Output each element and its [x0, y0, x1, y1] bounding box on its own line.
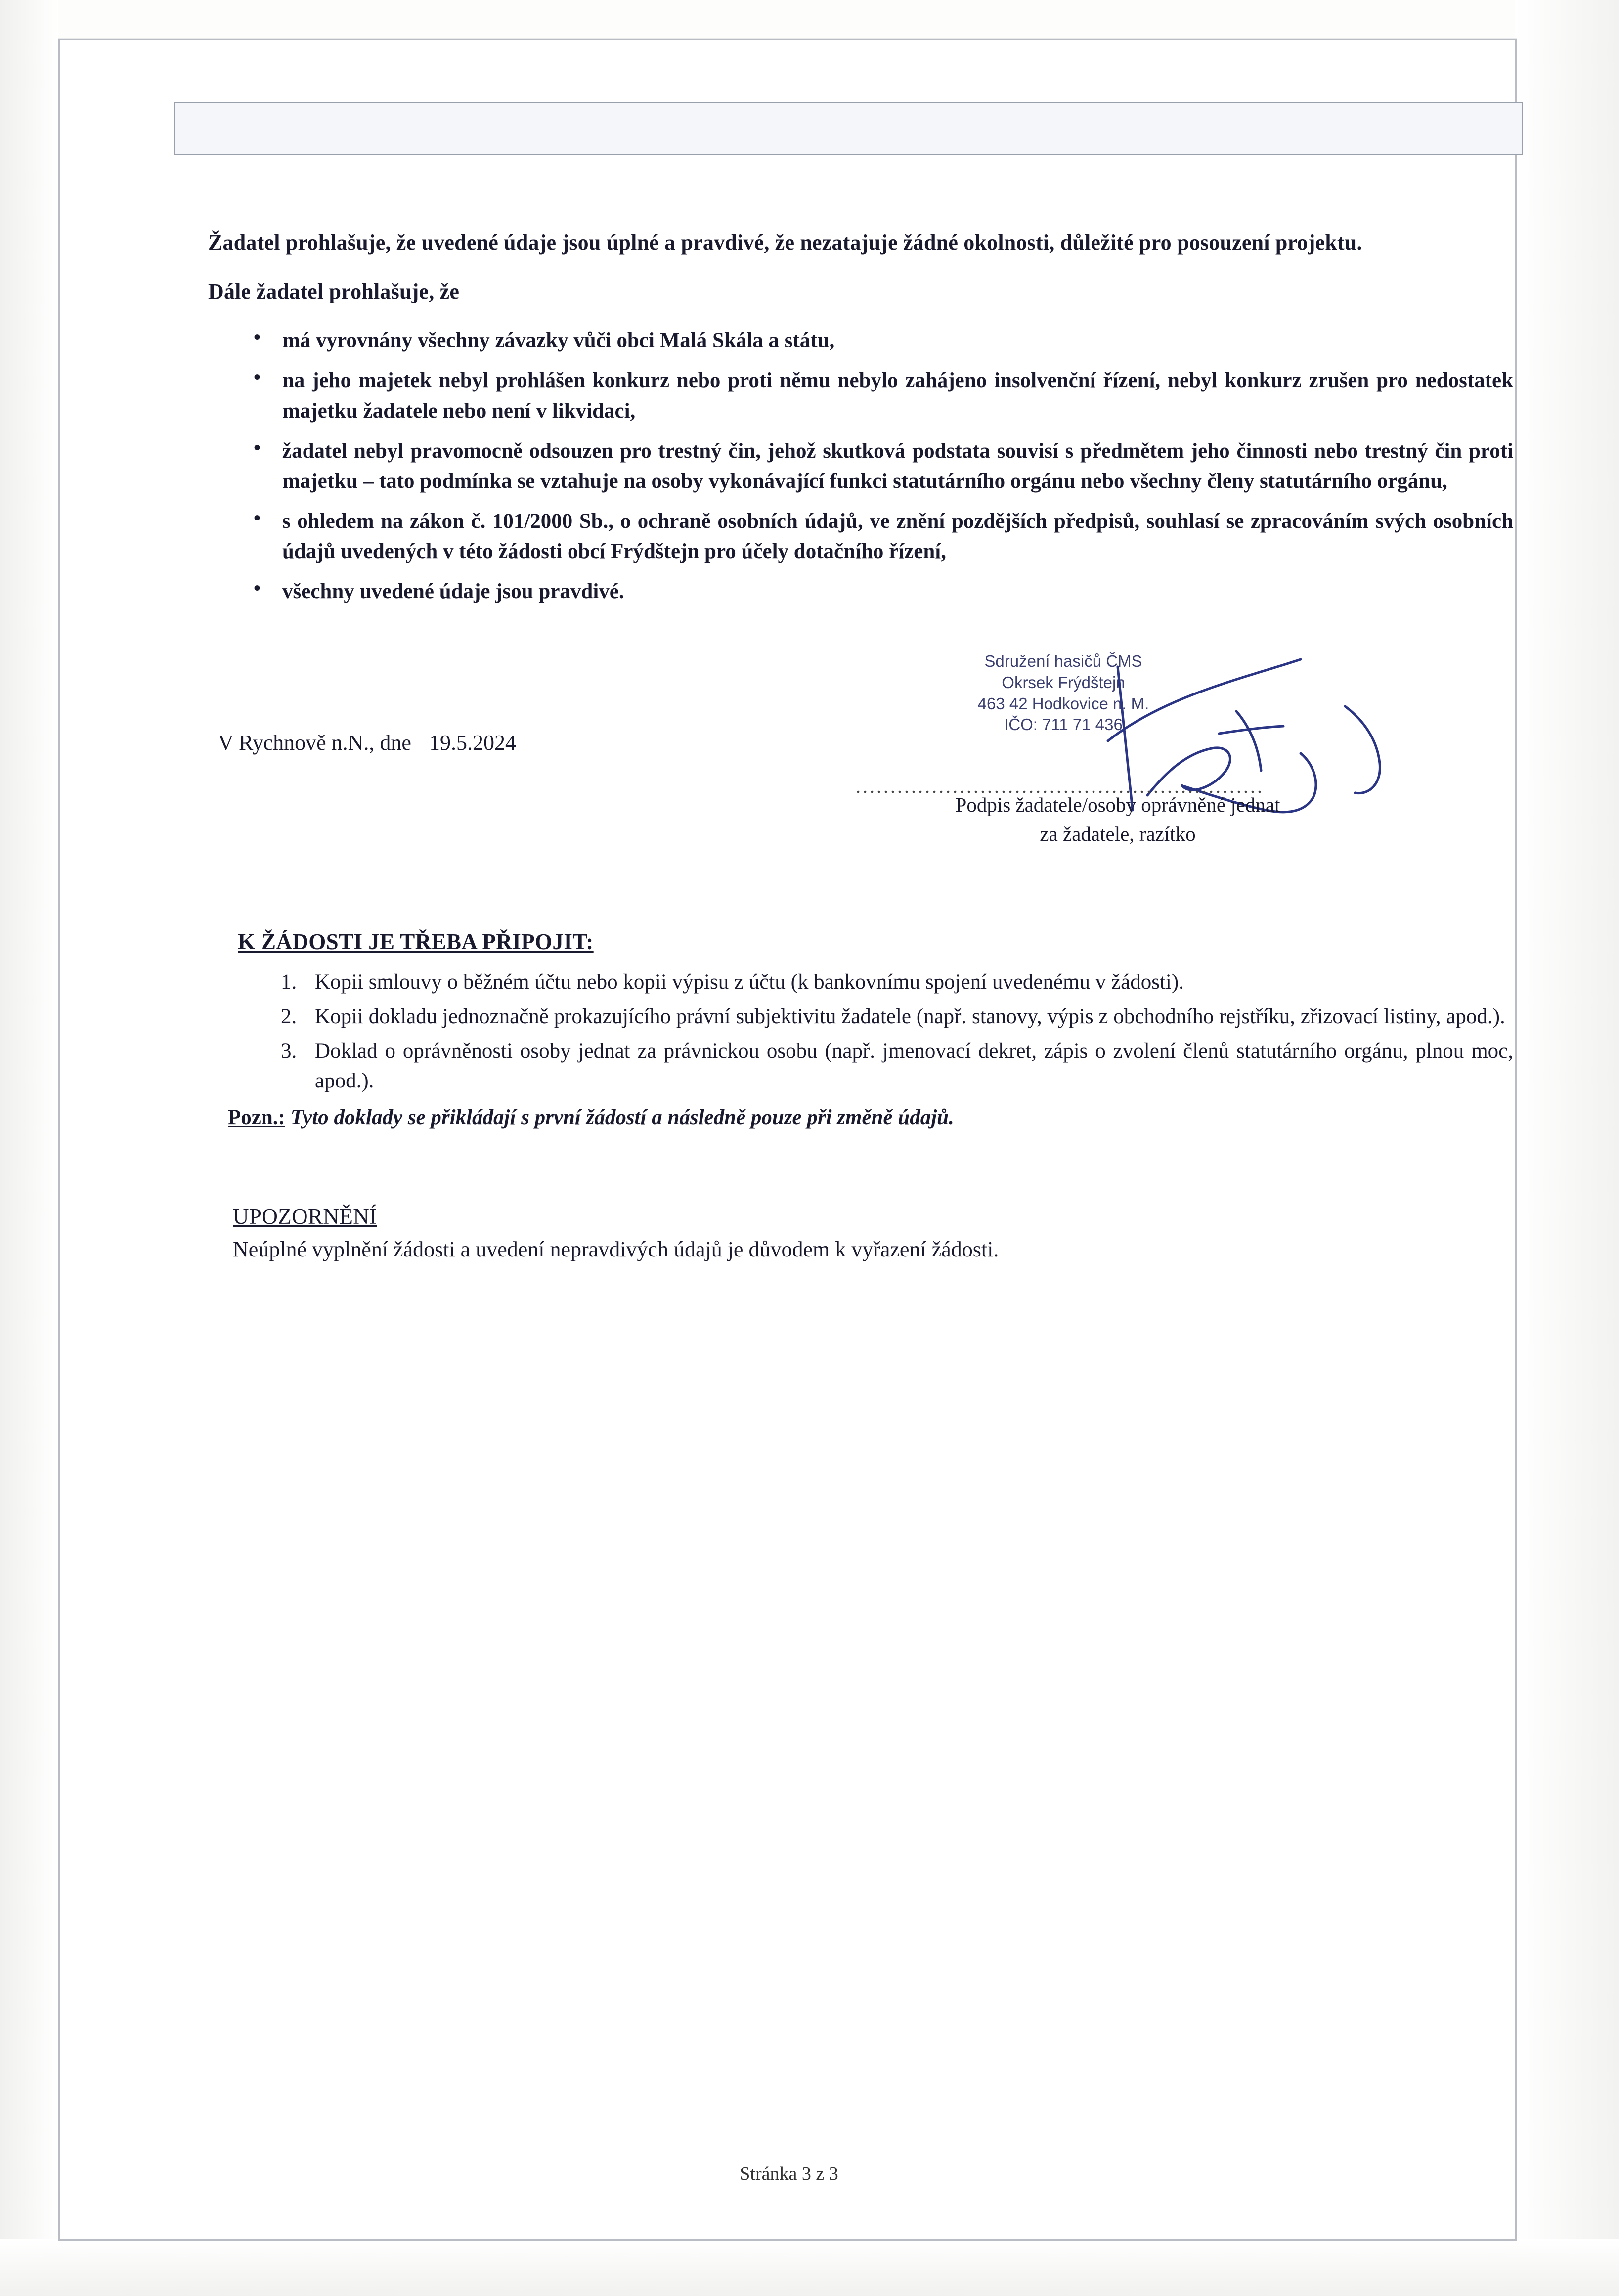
- list-item: 1. Kopii smlouvy o běžném účtu nebo kopii výpisu z účtu (k bankovnímu spojení uvedenému v žádosti).: [302, 967, 1513, 997]
- stamp-line-1: Sdružení hasičů ČMS: [984, 651, 1142, 670]
- signature-caption-line-2: za žadatele, razítko: [1040, 823, 1196, 846]
- list-item: 3. Doklad o oprávněnosti osoby jednat za právnickou osobu (např. jmenovací dekret, zápis o zvolení členů statutárního orgánu, plnou moc, apod.).: [302, 1037, 1513, 1096]
- notice-text: Neúplné vyplnění žádosti a uvedení nepravdivých údajů je důvodem k vyřazení žádosti.: [233, 1237, 999, 1261]
- scan-edge-bottom: [0, 2239, 1619, 2296]
- list-item: • s ohledem na zákon č. 101/2000 Sb., o ochraně osobních údajů, ve znění pozdějších předpisů, souhlasí se zpracováním svých osobních údajů uvedených v této žádosti obcí Frýdštejn pro účely dotačního řízení,: [208, 506, 1513, 566]
- document-body: [208, 228, 1513, 1264]
- page-footer: Stránka 3 z 3: [740, 2164, 838, 2184]
- note-label: Pozn.:: [228, 1105, 285, 1129]
- signature-caption: [791, 790, 1444, 849]
- organization-stamp: [885, 651, 1241, 736]
- list-item: 2. Kopii dokladu jednoznačně prokazujícího právní subjektivitu žadatele (např. stanovy, výpis z obchodního rejstříku, zřizovací listiny, apod.).: [302, 1002, 1513, 1032]
- notice-title: UPOZORNĚNÍ: [233, 1204, 377, 1229]
- signature-date: 19.5.2024: [429, 730, 516, 755]
- stamp-line-2: Okrsek Frýdštejn: [1002, 673, 1125, 692]
- scan-edge-right: [1515, 0, 1619, 2296]
- list-item: • žadatel nebyl pravomocně odsouzen pro trestný čin, jehož skutková podstata souvisí s předmětem jeho činnosti nebo trestný čin proti majetku – tato podmínka se vztahuje na osoby vykonávající funkci statutárního orgánu nebo všechny členy statutárního orgánu,: [208, 436, 1513, 496]
- further-declaration-lead: Dále žadatel prohlašuje, že: [208, 279, 460, 303]
- attachments-list: [208, 967, 1513, 1096]
- place-label: V Rychnově n.N., dne: [218, 730, 411, 755]
- stamp-line-4: IČO: 711 71 436: [1004, 715, 1123, 734]
- note-text: Tyto doklady se přikládají s první žádostí a následně pouze při změně údajů.: [285, 1105, 954, 1129]
- list-item: • má vyrovnány všechny závazky vůči obci Malá Skála a státu,: [208, 325, 1513, 355]
- list-item: • všechny uvedené údaje jsou pravdivé.: [208, 576, 1513, 606]
- paper-sheet: [58, 39, 1517, 2241]
- signature-caption-line-1: Podpis žadatele/osoby oprávněné jednat: [955, 793, 1280, 816]
- form-header-box: [174, 102, 1523, 155]
- scan-edge-left: [0, 0, 58, 2296]
- signature-zone: [208, 642, 1513, 855]
- list-item: • na jeho majetek nebyl prohlášen konkurz nebo proti němu nebylo zahájeno insolvenční řízení, nebyl konkurz zrušen pro nedostatek majetku žadatele nebo není v likvidaci,: [208, 365, 1513, 426]
- signature-dotted-line: ...........................................................: [856, 775, 1264, 797]
- stamp-line-3: 463 42 Hodkovice n. M.: [977, 694, 1149, 713]
- declaration-bullet-list: [208, 325, 1513, 606]
- attachments-section-title: K ŽÁDOSTI JE TŘEBA PŘIPOJIT:: [238, 929, 594, 954]
- place-and-date: [218, 730, 516, 755]
- attachments-note: [228, 1105, 1513, 1129]
- declaration-paragraph: Žadatel prohlašuje, že uvedené údaje jsou úplné a pravdivé, že nezatajuje žádné okolnosti, důležité pro posouzení projektu.: [208, 230, 1362, 255]
